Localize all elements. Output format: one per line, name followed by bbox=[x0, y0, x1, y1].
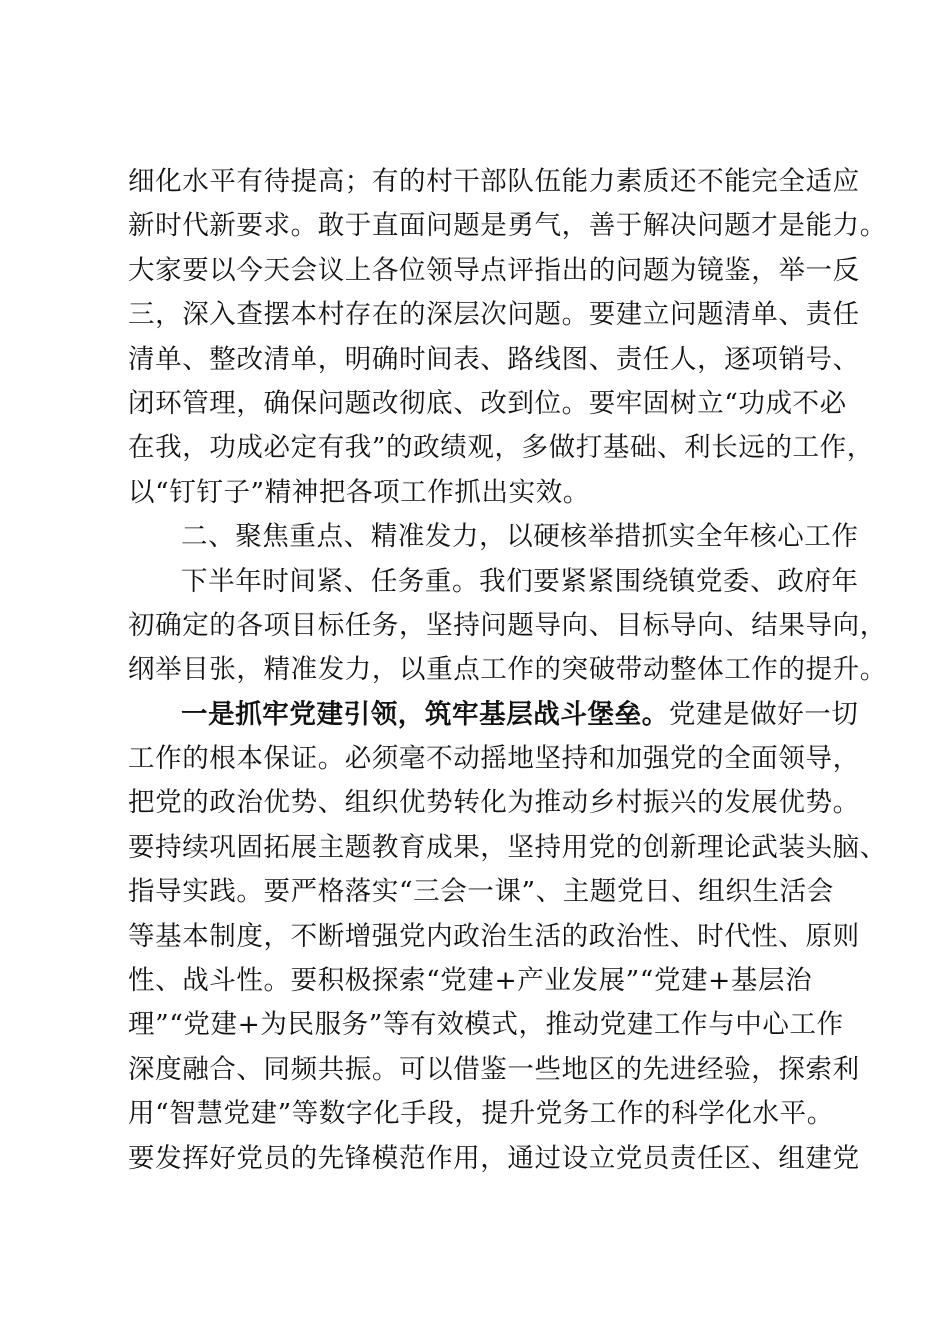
text-line: 深度融合、同频共振。可以借鉴一些地区的先进经验，探索利 bbox=[128, 1053, 860, 1085]
text-line: 用“智慧党建”等数字化手段，提升党务工作的科学化水平。 bbox=[128, 1098, 834, 1130]
text-line: 在我，功成必定有我”的政绩观，多做打基础、利长远的工作， bbox=[128, 432, 874, 464]
text-line: 要持续巩固拓展主题教育成果，坚持用党的创新理论武装头脑、 bbox=[128, 831, 887, 863]
text-line: 性、战斗性。要积极探索“党建+产业发展”“党建+基层治 bbox=[128, 965, 813, 997]
text-line: 工作的根本保证。必须毫不动摇地坚持和加强党的全面领导， bbox=[128, 743, 860, 775]
text-line: 把党的政治优势、组织优势转化为推动乡村振兴的发展优势。 bbox=[128, 787, 860, 819]
text-line: 三，深入查摆本村存在的深层次问题。要建立问题清单、责任 bbox=[128, 299, 860, 331]
text-line: 要发挥好党员的先锋模范作用，通过设立党员责任区、组建党 bbox=[128, 1142, 860, 1174]
section-heading: 二、聚焦重点、精准发力，以硬核举措抓实全年核心工作 bbox=[181, 521, 859, 553]
text-line: 纲举目张，精准发力，以重点工作的突破带动整体工作的提升。 bbox=[128, 654, 887, 686]
text-line: 细化水平有待提高；有的村干部队伍能力素质还不能完全适应 bbox=[128, 166, 860, 197]
text-line: 理”“党建+为民服务”等有效模式，推动党建工作与中心工作 bbox=[128, 1009, 844, 1041]
text-line: 大家要以今天会议上各位领导点评指出的问题为镜鉴，举一反 bbox=[128, 254, 860, 286]
text-line: 等基本制度，不断增强党内政治生活的政治性、时代性、原则 bbox=[128, 920, 860, 952]
text-line: 闭环管理，确保问题改彻底、改到位。要牢固树立“功成不必 bbox=[128, 387, 847, 419]
text-line: 新时代新要求。敢于直面问题是勇气，善于解决问题才是能力。 bbox=[128, 210, 887, 242]
document-body bbox=[128, 160, 887, 1181]
text-line: 指导实践。要严格落实“三会一课”、主题党日、组织生活会 bbox=[128, 876, 834, 908]
text-line: 初确定的各项目标任务，坚持问题导向、目标导向、结果导向， bbox=[128, 609, 887, 641]
text-line: 清单、整改清单，明确时间表、路线图、责任人，逐项销号、 bbox=[128, 343, 860, 375]
text-line: 下半年时间紧、任务重。我们要紧紧围绕镇党委、政府年 bbox=[181, 565, 859, 597]
bold-lead-sentence: 一是抓牢党建引领，筑牢基层战斗堡垒。 bbox=[181, 698, 669, 730]
text-line-remainder: 党建是做好一切 bbox=[668, 698, 859, 730]
paragraph-lead-line bbox=[128, 693, 859, 737]
text-line: 以“钉钉子”精神把各项工作抓出实效。 bbox=[128, 476, 590, 508]
